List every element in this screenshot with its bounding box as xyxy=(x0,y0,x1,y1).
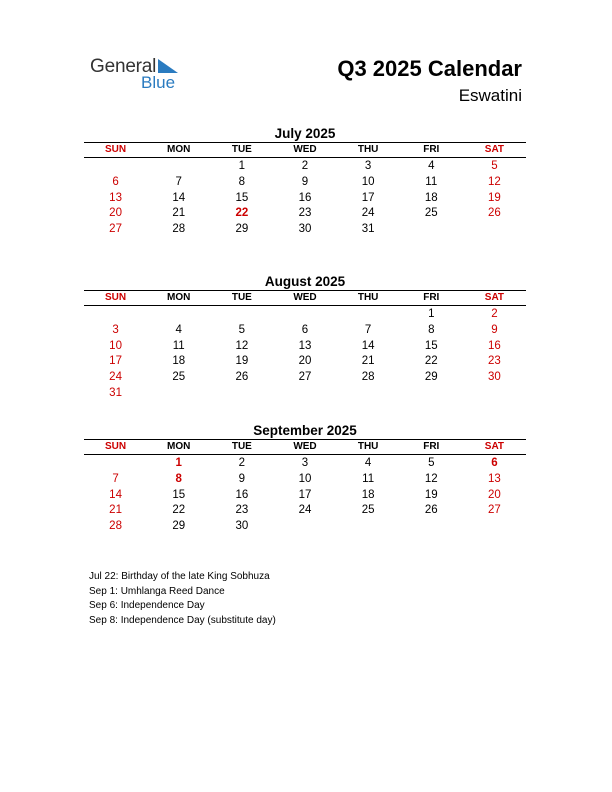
day-cell: 11 xyxy=(362,472,375,485)
day-cell: 23 xyxy=(488,355,501,368)
weekday-header: SUN xyxy=(105,292,127,303)
day-cell: 10 xyxy=(361,175,375,188)
day-cell: 18 xyxy=(424,191,438,204)
day-cell: 27 xyxy=(109,223,122,236)
day-cell xyxy=(463,386,526,402)
day-cell xyxy=(147,307,210,323)
day-cell: 11 xyxy=(425,175,438,188)
day-cell: 18 xyxy=(172,355,186,368)
week-row xyxy=(84,323,526,339)
day-cell xyxy=(84,159,147,175)
day-cell: 13 xyxy=(488,472,501,485)
weekday-header: MON xyxy=(167,441,191,452)
day-cell: 14 xyxy=(361,339,375,352)
logo xyxy=(90,55,200,95)
month-july xyxy=(84,125,526,238)
day-cell xyxy=(84,307,147,323)
weekday-header: THU xyxy=(357,292,379,303)
day-cell: 1 xyxy=(238,160,246,172)
day-cell: 5 xyxy=(238,323,246,336)
day-cell xyxy=(147,386,210,402)
day-cell: 4 xyxy=(364,457,372,469)
day-cell: 2 xyxy=(238,457,246,469)
week-row xyxy=(84,456,526,472)
week-row xyxy=(84,206,526,222)
day-cell xyxy=(273,307,336,323)
weekday-header: SUN xyxy=(105,144,127,155)
weekday-header: TUE xyxy=(231,144,252,155)
day-cell: 17 xyxy=(298,488,312,501)
day-cell: 5 xyxy=(428,457,435,469)
weekday-header-row xyxy=(84,290,526,306)
week-row xyxy=(84,191,526,207)
day-cell: 19 xyxy=(488,191,501,204)
weekday-header: FRI xyxy=(423,292,440,303)
page-title: Q3 2025 Calendar xyxy=(337,56,522,81)
day-cell: 26 xyxy=(424,504,438,517)
day-cell: 30 xyxy=(235,520,249,533)
day-cell: 4 xyxy=(428,160,435,172)
day-cell: 3 xyxy=(364,160,372,172)
day-cell: 2 xyxy=(491,308,498,320)
day-cell: 23 xyxy=(235,504,249,517)
day-cell: 9 xyxy=(491,323,498,336)
day-cell: 7 xyxy=(175,175,182,188)
day-cell: 21 xyxy=(109,504,122,517)
day-cell: 26 xyxy=(235,371,249,384)
day-cell: 1 xyxy=(428,308,435,320)
holiday-note: Sep 6: Independence Day xyxy=(89,600,205,612)
day-cell: 27 xyxy=(488,504,501,517)
day-cell xyxy=(84,456,147,472)
day-cell: 29 xyxy=(172,520,186,533)
day-cell xyxy=(337,386,400,402)
day-cell: 20 xyxy=(488,488,501,501)
day-cell: 17 xyxy=(361,191,375,204)
day-cell xyxy=(210,307,273,323)
day-cell: 13 xyxy=(298,339,312,352)
day-cell: 15 xyxy=(235,191,249,204)
weekday-header-row xyxy=(84,142,526,158)
day-cell: 31 xyxy=(361,223,375,236)
day-cell xyxy=(400,519,463,535)
day-cell: 5 xyxy=(491,160,498,172)
day-cell xyxy=(400,222,463,238)
day-cell: 22 xyxy=(172,504,186,517)
weekday-header: FRI xyxy=(423,441,440,452)
logo-general-text: General xyxy=(90,56,157,77)
day-cell xyxy=(400,386,463,402)
day-cell: 10 xyxy=(109,339,122,352)
day-cell: 16 xyxy=(298,191,312,204)
day-cell: 15 xyxy=(172,488,186,501)
day-cell: 20 xyxy=(109,207,122,220)
week-row xyxy=(84,503,526,519)
day-cell: 23 xyxy=(298,207,312,220)
month-title: August 2025 xyxy=(264,274,346,289)
holiday-note: Jul 22: Birthday of the late King Sobhuza xyxy=(89,571,270,582)
holiday-note: Sep 1: Umhlanga Reed Dance xyxy=(89,585,225,597)
day-cell xyxy=(147,159,210,175)
weekday-header: SAT xyxy=(484,144,505,155)
day-cell xyxy=(273,386,336,402)
weekday-header: SAT xyxy=(484,441,505,452)
day-cell: 22 xyxy=(424,355,438,368)
day-cell: 24 xyxy=(361,207,375,220)
month-september xyxy=(84,422,526,535)
day-cell xyxy=(463,222,526,238)
day-cell: 19 xyxy=(235,355,249,368)
day-cell: 7 xyxy=(112,472,119,485)
day-cell: 4 xyxy=(175,323,182,336)
day-cell: 21 xyxy=(172,207,186,220)
day-cell: 14 xyxy=(109,488,122,501)
day-cell: 9 xyxy=(301,175,309,188)
day-cell: 9 xyxy=(238,472,246,485)
day-cell: 11 xyxy=(172,339,185,352)
day-cell: 25 xyxy=(361,504,375,517)
week-row xyxy=(84,488,526,504)
day-cell: 31 xyxy=(109,386,122,399)
day-cell: 10 xyxy=(298,472,312,485)
weekday-header: WED xyxy=(293,292,317,303)
day-cell: 8 xyxy=(428,323,435,336)
day-cell: 8 xyxy=(175,472,182,485)
weekday-header: WED xyxy=(293,441,317,452)
weekday-header: SUN xyxy=(105,441,127,452)
day-cell xyxy=(273,519,336,535)
week-row xyxy=(84,222,526,238)
day-cell: 6 xyxy=(301,323,309,336)
logo-blue-text: Blue xyxy=(141,73,176,92)
day-cell: 18 xyxy=(361,488,375,501)
day-cell: 21 xyxy=(361,355,375,368)
week-row xyxy=(84,175,526,191)
weekday-header: WED xyxy=(293,144,317,155)
day-cell xyxy=(210,386,273,402)
weekday-header: TUE xyxy=(231,441,252,452)
week-row xyxy=(84,307,526,323)
day-cell: 28 xyxy=(172,223,186,236)
weekday-header: MON xyxy=(167,144,191,155)
week-row xyxy=(84,159,526,175)
day-cell: 24 xyxy=(298,504,312,517)
day-cell: 22 xyxy=(235,207,249,220)
country-name: Eswatini xyxy=(458,86,522,105)
day-cell: 3 xyxy=(112,323,119,336)
day-cell: 25 xyxy=(424,207,438,220)
day-cell: 8 xyxy=(238,175,246,188)
month-title: September 2025 xyxy=(253,423,357,438)
weekday-header: TUE xyxy=(231,292,252,303)
day-cell: 12 xyxy=(235,339,249,352)
day-cell xyxy=(463,519,526,535)
day-cell: 28 xyxy=(109,520,122,533)
day-cell xyxy=(337,307,400,323)
day-cell: 26 xyxy=(488,207,501,220)
day-cell: 1 xyxy=(175,457,182,469)
day-cell: 3 xyxy=(301,457,309,469)
day-cell: 29 xyxy=(235,223,249,236)
day-cell: 12 xyxy=(424,472,438,485)
day-cell: 29 xyxy=(424,371,438,384)
month-title: July 2025 xyxy=(274,126,336,141)
day-cell: 14 xyxy=(172,191,186,204)
day-cell: 25 xyxy=(172,371,186,384)
month-august xyxy=(84,273,526,402)
day-cell: 30 xyxy=(298,223,312,236)
day-cell: 28 xyxy=(361,371,375,384)
day-cell: 2 xyxy=(301,160,309,172)
week-row xyxy=(84,386,526,402)
day-cell xyxy=(337,519,400,535)
weekday-header: FRI xyxy=(423,144,440,155)
day-cell: 16 xyxy=(488,339,501,352)
weekday-header: MON xyxy=(167,292,191,303)
day-cell: 12 xyxy=(488,175,501,188)
day-cell: 19 xyxy=(424,488,438,501)
weekday-header: SAT xyxy=(484,292,505,303)
day-cell: 13 xyxy=(109,191,122,204)
holiday-notes xyxy=(89,570,276,628)
weekday-header: THU xyxy=(357,441,379,452)
day-cell: 6 xyxy=(112,175,119,188)
day-cell: 20 xyxy=(298,355,312,368)
weekday-header: THU xyxy=(357,144,379,155)
day-cell: 24 xyxy=(109,371,122,384)
holiday-note: Sep 8: Independence Day (substitute day) xyxy=(89,614,276,626)
day-cell: 30 xyxy=(488,371,501,384)
week-row xyxy=(84,519,526,535)
day-cell: 6 xyxy=(491,457,498,469)
week-row xyxy=(84,339,526,355)
week-row xyxy=(84,370,526,386)
week-row xyxy=(84,354,526,370)
day-cell: 17 xyxy=(109,355,122,368)
day-cell: 27 xyxy=(298,371,312,384)
day-cell: 16 xyxy=(235,488,249,501)
day-cell: 15 xyxy=(424,339,438,352)
logo-flag-icon xyxy=(158,59,178,73)
weekday-header-row xyxy=(84,439,526,455)
week-row xyxy=(84,472,526,488)
day-cell: 7 xyxy=(364,323,372,336)
